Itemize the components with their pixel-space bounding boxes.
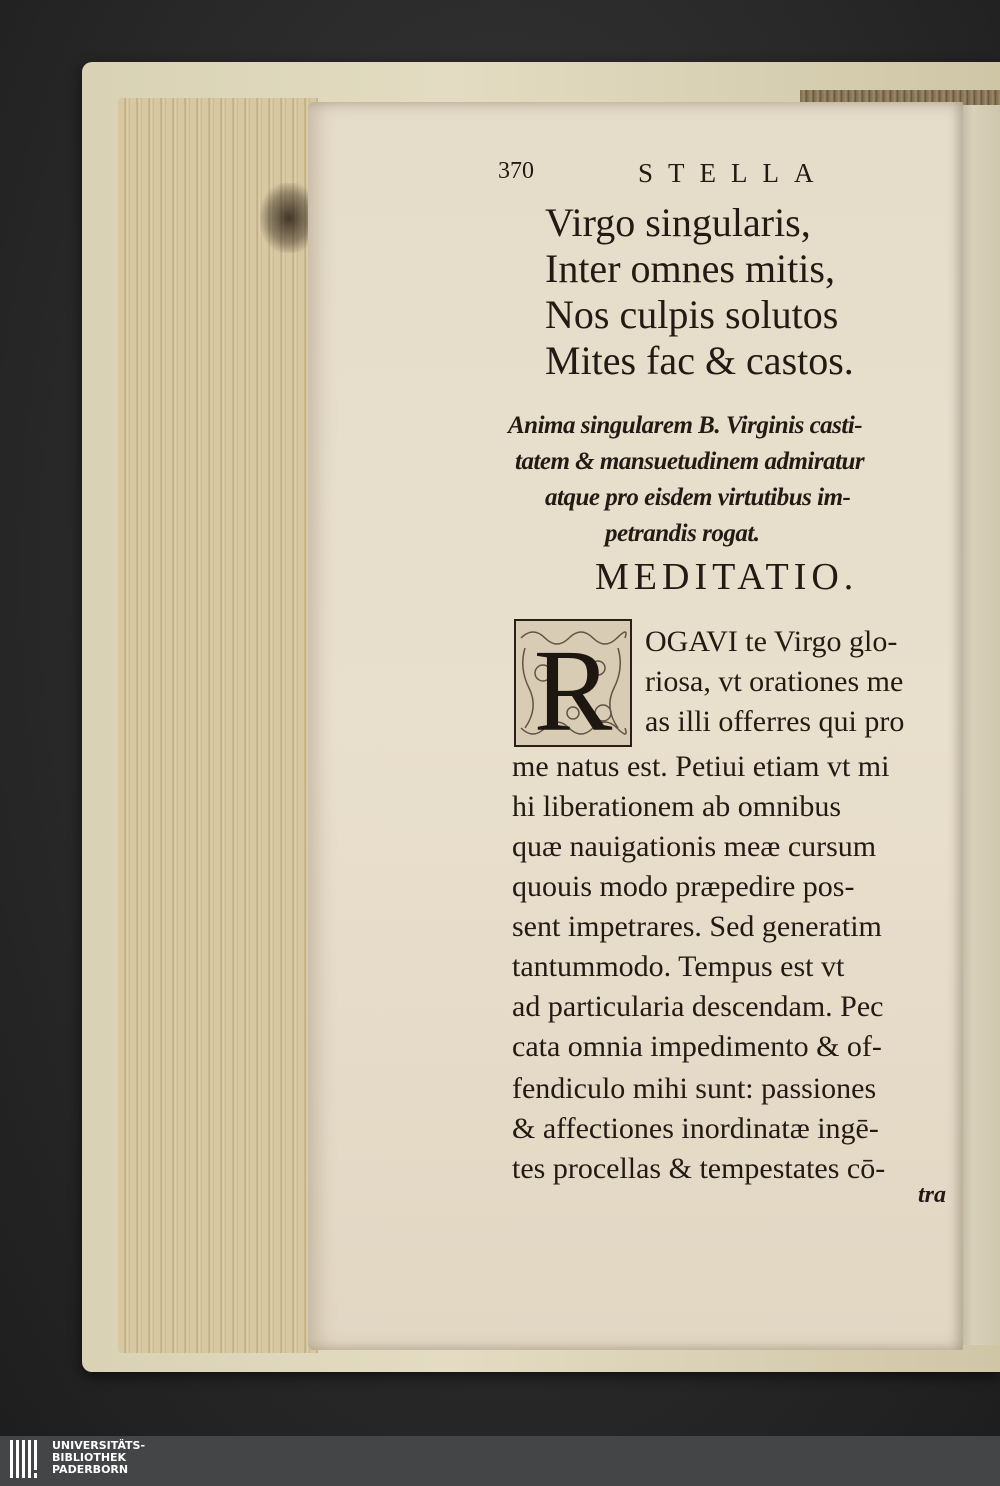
section-heading: MEDITATIO. [595, 556, 859, 598]
body-line: fendiculo mihi sunt: passiones [512, 1072, 877, 1105]
running-head: STELLA [638, 158, 829, 188]
verse-line: Mites fac & castos. [545, 338, 854, 383]
footer-bar [0, 1436, 1000, 1486]
verse-line: Nos culpis solutos [545, 292, 839, 337]
body-line: hi liberationem ab omnibus [512, 790, 842, 823]
rubric-line: petrandis rogat. [605, 520, 760, 547]
verse-line: Virgo singularis, [545, 200, 811, 245]
body-line: quouis modo præpedire pos- [512, 870, 855, 903]
verse-line: Inter omnes mitis, [545, 246, 835, 291]
body-line: quæ nauigationis meæ cursum [512, 830, 877, 863]
body-line: tantummodo. Tempus est vt [512, 950, 845, 983]
rubric-line: tatem & mansuetudinem admiratur [515, 448, 865, 475]
decorated-initial [513, 618, 633, 748]
page-header [498, 158, 868, 190]
catchword: tra [918, 1182, 947, 1208]
logo-line: UNIVERSITÄTS- [52, 1439, 146, 1452]
body-line: me natus est. Petiui etiam vt mi [512, 750, 890, 783]
logo-line: PADERBORN [52, 1463, 129, 1476]
body-line: sent impetrares. Sed generatim [512, 910, 882, 943]
body-line: riosa, vt orationes me [645, 665, 904, 698]
body-line: as illi offerres qui pro [645, 705, 905, 738]
library-logo-text [52, 1440, 145, 1476]
page-number: 370 [498, 158, 534, 184]
logo-line: BIBLIOTHEK [52, 1451, 127, 1464]
body-line: cata omnia impedimento & of- [512, 1030, 882, 1063]
body-line: OGAVI te Virgo glo- [645, 625, 898, 658]
rubric-line: atque pro eisdem virtutibus im- [545, 484, 851, 511]
page-stack-edge [118, 98, 318, 1353]
body-line: & affectiones inordinatæ ingē- [512, 1112, 879, 1145]
library-logo-icon [8, 1438, 48, 1482]
body-line: ad particularia descendam. Pec [512, 990, 884, 1023]
initial-letter: R [533, 625, 613, 748]
body-line: tes procellas & tempestates cō- [512, 1152, 886, 1185]
rubric-line: Anima singularem B. Virginis casti- [508, 412, 863, 439]
